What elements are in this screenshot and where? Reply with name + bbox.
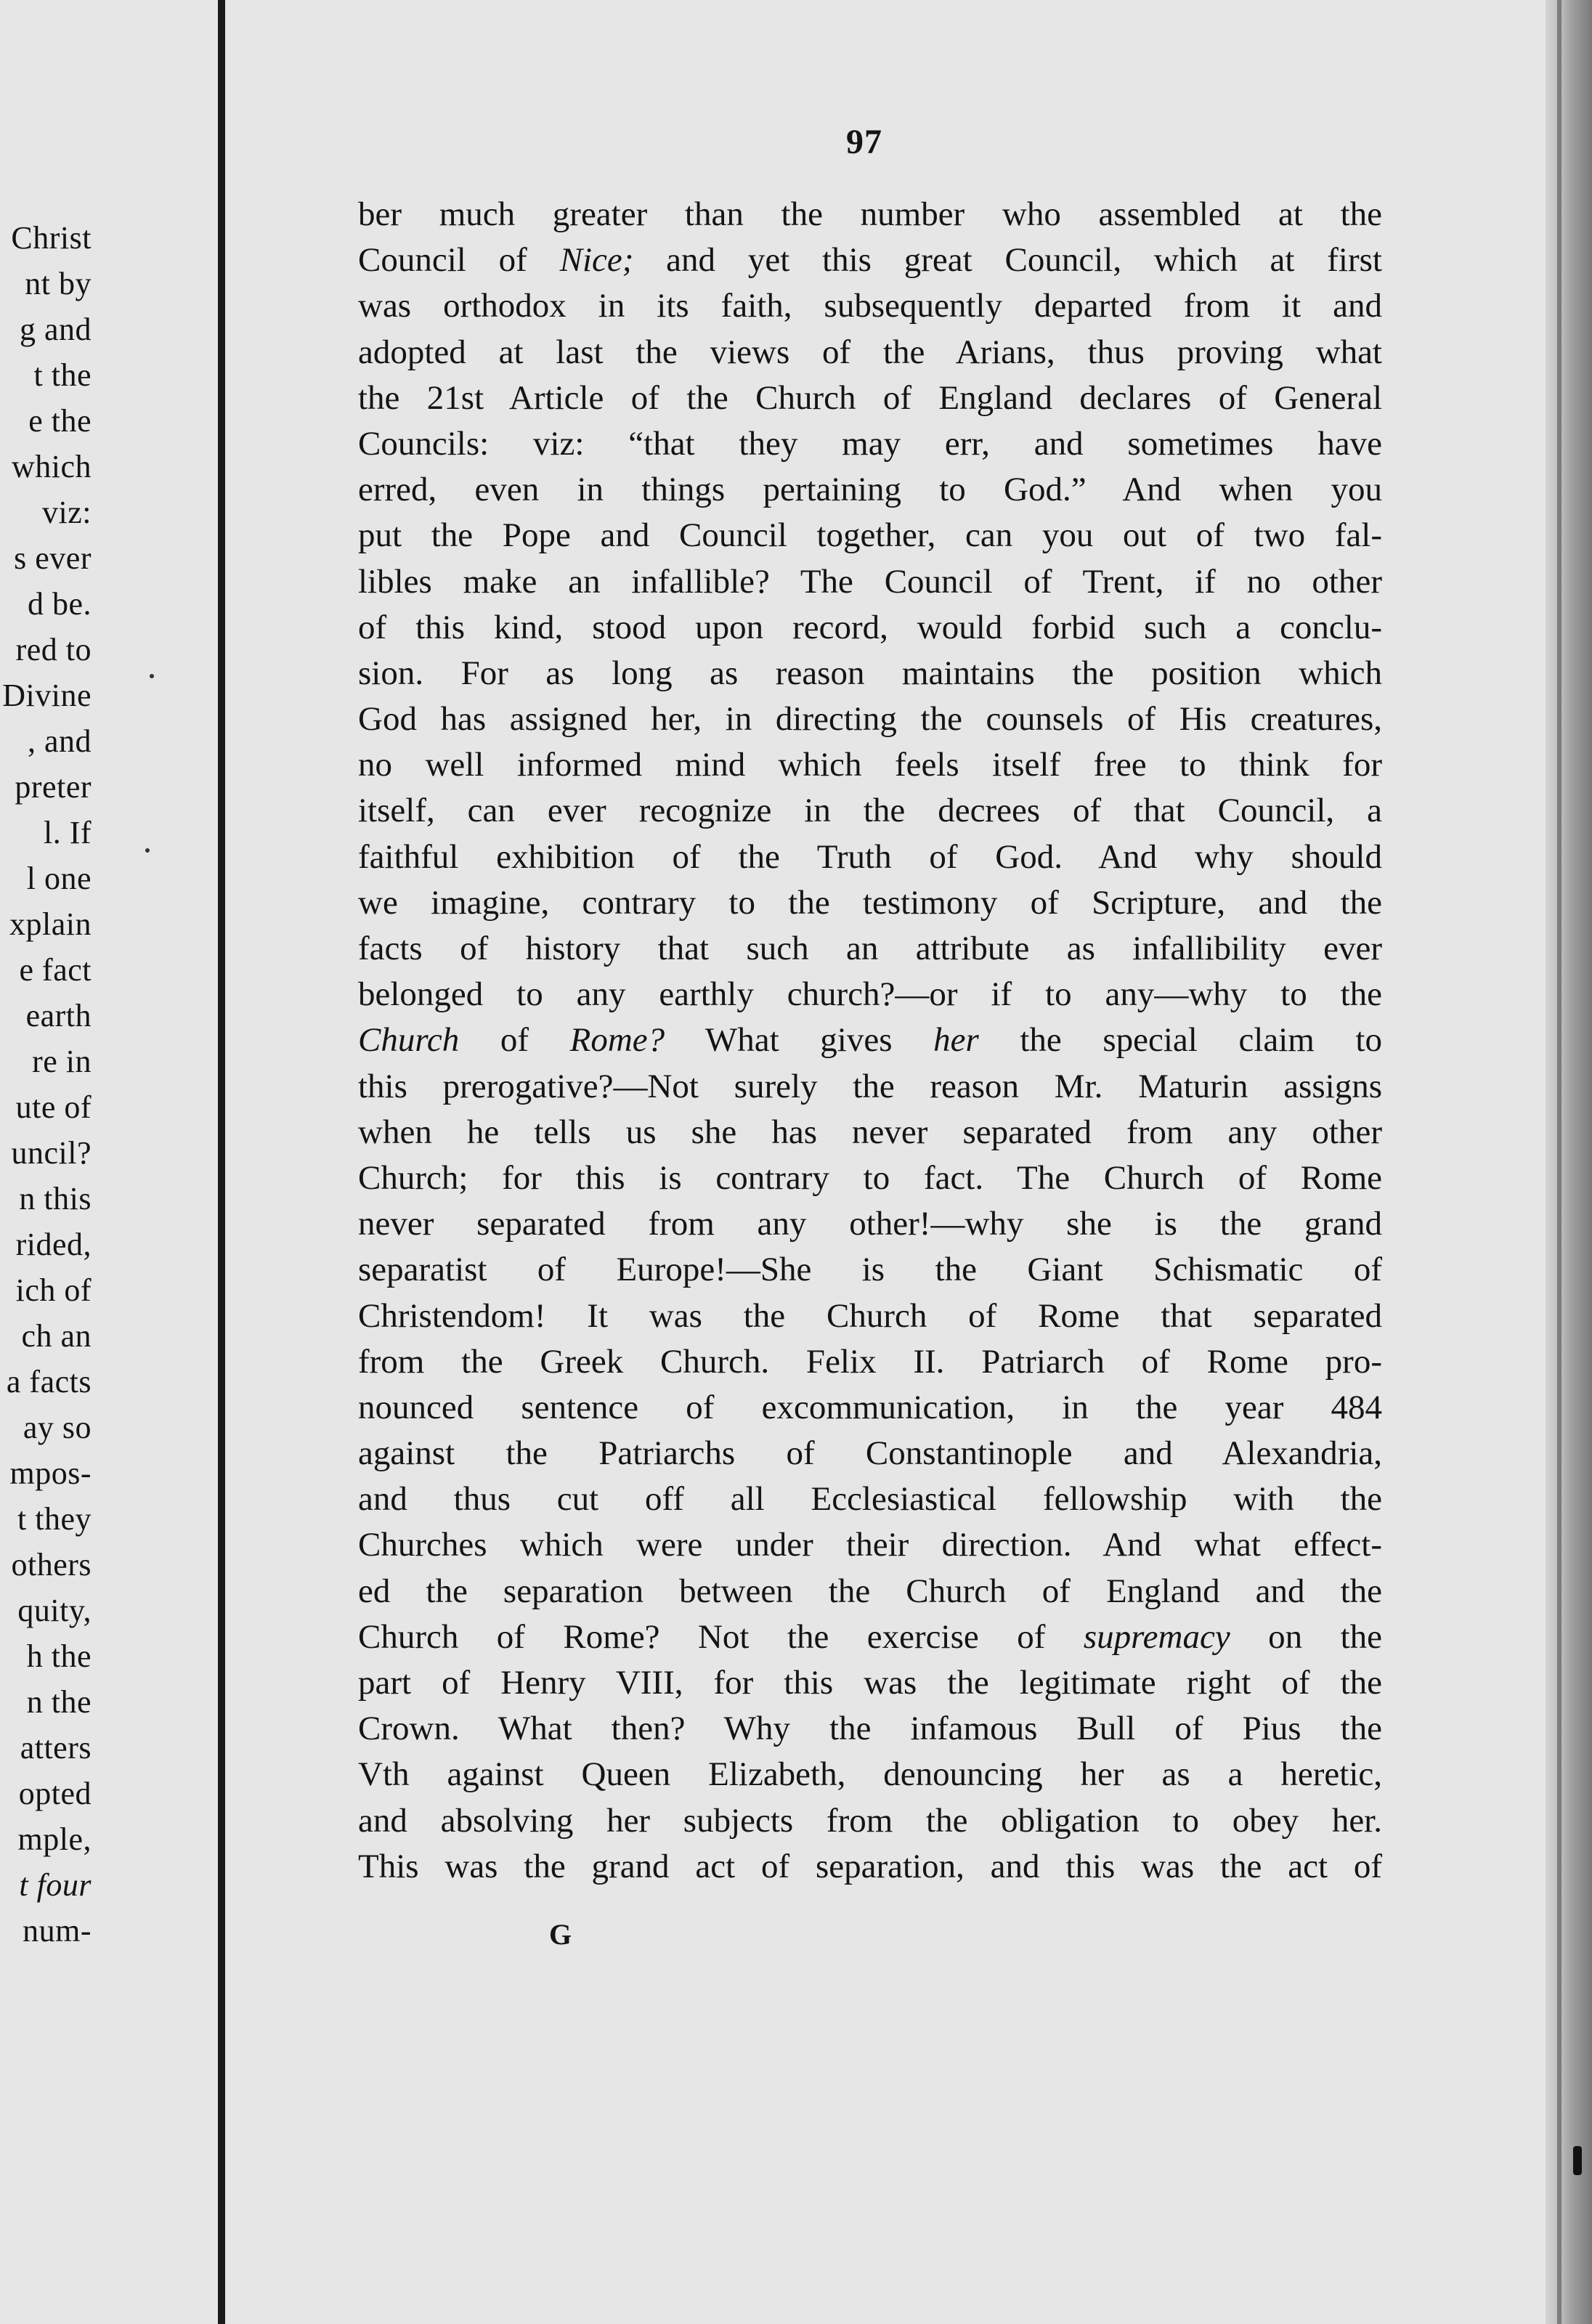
text-run: on the [1230, 1617, 1383, 1656]
text-line [358, 742, 1382, 788]
fragment-line: Divine [2, 678, 92, 713]
fragment-line: nt by [25, 266, 92, 301]
fragment-line: l one [26, 861, 92, 896]
text-line [358, 1798, 1382, 1844]
text-line [358, 513, 1382, 558]
fragment-line: s ever [14, 540, 92, 576]
text-line [358, 1476, 1382, 1522]
fragment-line: viz: [42, 495, 92, 530]
text-run: the special claim to [978, 1021, 1382, 1060]
text-run: the 21st Article of the Church of England declares of General [358, 378, 1382, 417]
text-run: itself, can ever recognize in the decrees of that Council, a [358, 792, 1382, 830]
text-line [358, 788, 1382, 834]
page-edge-line [1557, 0, 1561, 2324]
text-line [358, 1339, 1382, 1385]
text-line [358, 1522, 1382, 1568]
text-run: libles make an infallible? The Council of Trent, if no other [358, 562, 1382, 601]
fragment-line: , and [27, 723, 92, 759]
facing-page-fragment [0, 215, 92, 1954]
text-run: Church of Rome? Not the exercise of [358, 1617, 1084, 1656]
fragment-line: mple, [17, 1821, 92, 1857]
text-line [358, 1064, 1382, 1110]
fragment-line: xplain [9, 906, 92, 942]
text-run: God has assigned her, in directing the counsels of His creatures, [358, 700, 1382, 739]
text-run: Churches which were under their direction. And what effect- [358, 1526, 1382, 1564]
text-line [358, 1385, 1382, 1431]
text-line [358, 1293, 1382, 1339]
text-line [358, 559, 1382, 605]
fragment-line: atters [20, 1730, 92, 1766]
text-run: from the Greek Church. Felix II. Patriarch of Rome pro- [358, 1342, 1382, 1381]
fragment-line: ute of [15, 1089, 92, 1125]
fragment-line: e the [28, 403, 92, 439]
fragment-line: l. If [43, 815, 92, 850]
text-line [358, 880, 1382, 926]
text-line [358, 1614, 1382, 1660]
text-run: facts of history that such an attribute as infallibility ever [358, 930, 1382, 967]
text-run: put the Pope and Council together, can you out of two fal- [358, 516, 1382, 555]
text-line [358, 1110, 1382, 1155]
signature-mark: G [549, 1918, 572, 1951]
text-line [358, 192, 1382, 237]
fragment-line: others [11, 1547, 92, 1582]
fragment-line: e fact [19, 952, 92, 988]
text-run: faithful exhibition of the Truth of God. And why should [358, 837, 1382, 876]
text-run: nounced sentence of excommunication, in the year 484 [358, 1388, 1382, 1426]
fragment-line: preter [15, 769, 92, 805]
text-line [358, 1660, 1382, 1706]
ink-speck [150, 674, 154, 678]
text-run: What gives [665, 1021, 934, 1060]
fragment-line: red to [15, 632, 92, 667]
text-line [358, 1706, 1382, 1752]
fragment-line: ch an [21, 1318, 92, 1354]
text-line [358, 1752, 1382, 1797]
fragment-line: t the [33, 357, 92, 393]
text-run: when he tells us she has never separated from any other [358, 1113, 1382, 1151]
text-run: ber much greater than the number who assembled at the [358, 195, 1382, 233]
fragment-line: g and [19, 312, 92, 347]
text-run: Christendom! It was the Church of Rome that separated [358, 1296, 1382, 1335]
fragment-line: a facts [6, 1364, 92, 1399]
text-line [358, 1431, 1382, 1476]
fragment-line: uncil? [11, 1135, 92, 1171]
text-line [358, 696, 1382, 742]
text-line [358, 834, 1382, 880]
text-line [358, 972, 1382, 1017]
italic-run: Church [358, 1021, 460, 1060]
text-run: never separated from any other!—why she is the grand [358, 1205, 1382, 1243]
text-run: Crown. What then? Why the infamous Bull of Pius the [358, 1710, 1382, 1748]
text-line [358, 421, 1382, 467]
text-line [358, 1569, 1382, 1614]
text-run: adopted at last the views of the Arians, thus proving what [358, 333, 1382, 371]
text-line [358, 926, 1382, 972]
text-run: Vth against Queen Elizabeth, denouncing her as a heretic, [358, 1755, 1382, 1794]
fragment-line: which [11, 449, 92, 484]
page-edge-shadow [1546, 0, 1592, 2324]
fragment-line: opted [18, 1776, 92, 1811]
fragment-line: ay so [23, 1410, 92, 1445]
text-run: part of Henry VIII, for this was the legitimate right of the [358, 1664, 1382, 1702]
fragment-line: ich of [15, 1272, 92, 1308]
text-line [358, 1247, 1382, 1293]
text-run: Council of [358, 241, 560, 280]
fragment-line: d be. [27, 586, 92, 622]
text-run: and absolving her subjects from the obligation to obey her. [358, 1801, 1382, 1840]
text-line [358, 237, 1382, 283]
text-run: and thus cut off all Ecclesiastical fellowship with the [358, 1480, 1382, 1519]
text-run: sion. For as long as reason maintains the position which [358, 654, 1382, 692]
fragment-line: t four [19, 1867, 92, 1903]
fragment-line: n this [19, 1181, 92, 1216]
text-line [358, 467, 1382, 513]
text-run: and yet this great Council, which at first [633, 241, 1382, 280]
text-line [358, 651, 1382, 696]
italic-run: Rome? [569, 1021, 665, 1060]
fragment-line: t they [17, 1501, 92, 1537]
fragment-line: rided, [15, 1227, 92, 1262]
text-run: Councils: viz: “that they may err, and sometimes have [358, 424, 1382, 463]
text-line [358, 375, 1382, 421]
text-line [358, 283, 1382, 329]
text-run: of [459, 1021, 570, 1060]
text-run: we imagine, contrary to the testimony of Scripture, and the [358, 883, 1382, 922]
edge-blot [1573, 2146, 1582, 2175]
italic-run: Nice; [559, 241, 634, 280]
text-run: this prerogative?—Not surely the reason Mr. Maturin assigns [358, 1067, 1382, 1105]
fragment-line: quity, [17, 1593, 92, 1628]
text-line [358, 330, 1382, 375]
text-run: ed the separation between the Church of England and the [358, 1572, 1382, 1610]
text-run: Church; for this is contrary to fact. The Church of Rome [358, 1158, 1382, 1197]
text-run: against the Patriarchs of Constantinople and Alexandria, [358, 1434, 1382, 1473]
text-line [358, 605, 1382, 651]
text-run: erred, even in things pertaining to God.” And when you [358, 471, 1382, 509]
text-run: was orthodox in its faith, subsequently departed from it and [358, 287, 1382, 325]
text-run: This was the grand act of separation, and this was the act of [358, 1847, 1382, 1885]
text-run: no well informed mind which feels itself free to think for [358, 746, 1382, 784]
italic-run: her [933, 1021, 979, 1060]
fragment-line: Christ [11, 220, 92, 256]
text-line [358, 1844, 1382, 1890]
fragment-line: re in [32, 1044, 92, 1079]
gutter-shadow [218, 0, 225, 2324]
text-line [358, 1201, 1382, 1247]
text-run: separatist of Europe!—She is the Giant Schismatic of [358, 1251, 1382, 1289]
fragment-line: mpos- [9, 1455, 92, 1491]
text-line [358, 1017, 1382, 1063]
text-run: of this kind, stood upon record, would forbid such a conclu- [358, 608, 1382, 646]
fragment-line: num- [23, 1913, 92, 1949]
text-line [358, 1155, 1382, 1201]
fragment-line: earth [25, 998, 92, 1033]
fragment-line: h the [26, 1638, 92, 1674]
body-text [358, 192, 1382, 1890]
fragment-line: n the [26, 1684, 92, 1720]
italic-run: supremacy [1083, 1617, 1230, 1656]
ink-speck [145, 848, 150, 853]
text-run: belonged to any earthly church?—or if to any—why to the [358, 975, 1382, 1014]
page-number: 97 [846, 123, 882, 161]
